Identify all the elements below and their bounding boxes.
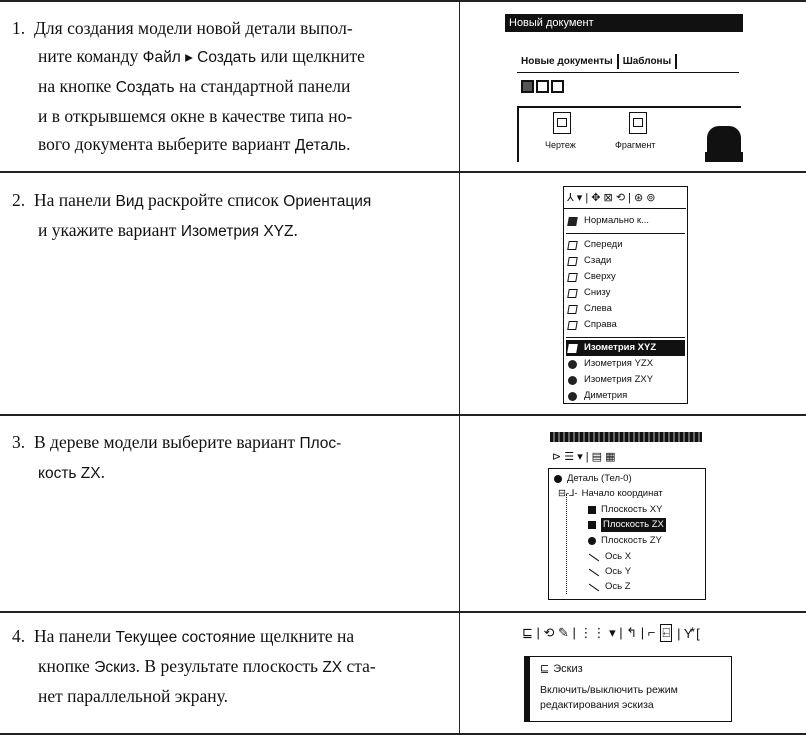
step-text: ните команду: [38, 46, 143, 66]
tooltip-line: редактирования эскиза: [540, 699, 654, 711]
table-rule-top: [0, 0, 806, 2]
toolbar-buttons[interactable]: | Y⃰ [: [677, 625, 700, 641]
menu-item-label: Справа: [584, 319, 617, 330]
step-text: На панели: [34, 626, 116, 646]
isometric-icon: [568, 360, 577, 369]
new-document-dialog: [505, 14, 743, 164]
menu-item-label: Нормально к...: [584, 215, 649, 226]
normal-to-icon: [567, 217, 578, 226]
plane-icon: [588, 521, 596, 529]
large-icons-icon[interactable]: [521, 80, 534, 93]
tree-connector: [566, 494, 568, 594]
step-text: .: [346, 134, 351, 154]
menu-item-label: Изометрия ZXY: [584, 374, 654, 385]
collapse-icon: ⊟-⅃-: [558, 488, 578, 499]
menu-item-front[interactable]: [568, 237, 684, 253]
step-number: 4.: [12, 626, 26, 646]
tree-node-origin[interactable]: [558, 487, 663, 501]
cube-icon: [567, 305, 578, 314]
command-name: Плос-: [299, 435, 342, 452]
step-text: и в открывшемся окне в качестве типа но-: [38, 106, 353, 126]
step-text: ста-: [342, 656, 376, 676]
step-text: . В результате плоскость: [135, 656, 323, 676]
plane-icon: [588, 506, 596, 514]
table-rule-3: [0, 611, 806, 613]
menu-item-label: Диметрия: [584, 390, 628, 401]
tree-node-plane-zx[interactable]: [588, 518, 666, 532]
toolbar-buttons[interactable]: ⊑ | ⟲ ✎ | ⋮⋮ ▾ | ↰ | ⌐: [522, 625, 656, 640]
step-text: вого документа выберите вариант: [38, 134, 295, 154]
step-text: кнопке: [38, 656, 95, 676]
command-name: Деталь: [294, 137, 347, 154]
cube-icon: [567, 241, 578, 250]
step-text: В дереве модели выберите вариант: [34, 432, 300, 452]
menu-item-left[interactable]: [568, 301, 684, 317]
orientation-dropdown: [563, 186, 688, 404]
step-4-text: [12, 622, 452, 710]
dialog-title: Новый документ: [505, 14, 743, 32]
command-name: кость ZX: [38, 465, 101, 482]
command-name: Текущее состояние: [115, 629, 256, 646]
part-icon: [554, 475, 562, 483]
step-text: щелкните на: [255, 626, 355, 646]
part-doc-icon[interactable]: [707, 126, 741, 152]
menu-item-isometric-zxy[interactable]: [568, 372, 684, 388]
isometric-icon: [568, 376, 577, 385]
cube-icon: [567, 289, 578, 298]
menu-item-bottom[interactable]: [568, 285, 684, 301]
tree-node-axis-z[interactable]: [588, 580, 631, 594]
doc-type-drawing[interactable]: Чертеж: [545, 140, 576, 150]
menu-item-label: Слева: [584, 303, 612, 314]
step-number: 2.: [12, 190, 26, 210]
step-text: нет параллельной экрану.: [38, 686, 229, 706]
menu-item-label: Спереди: [584, 239, 623, 250]
step-3-text: [12, 428, 452, 488]
tree-node-label: Ось X: [605, 551, 632, 562]
tree-node-part[interactable]: [554, 472, 632, 486]
menu-separator: [566, 337, 685, 338]
step-text: и укажите вариант: [38, 220, 181, 240]
drawing-doc-icon[interactable]: [553, 112, 571, 134]
model-tree-panel: [548, 432, 708, 602]
table-rule-1: [0, 171, 806, 173]
menu-item-isometric-xyz[interactable]: [566, 340, 685, 356]
table-rule-2: [0, 414, 806, 416]
tab-underline: [517, 72, 739, 73]
step-text: на кнопке: [38, 76, 116, 96]
tab-new-documents[interactable]: Новые документы: [517, 54, 619, 69]
step-text: Для создания модели новой детали выпол-: [34, 18, 353, 38]
menu-item-normal[interactable]: [568, 213, 684, 229]
menu-item-label: Снизу: [584, 287, 611, 298]
doc-type-fragment[interactable]: Фрагмент: [615, 140, 656, 150]
tree-panel-header: [550, 432, 702, 442]
tooltip-title: [540, 662, 583, 675]
dialog-tabs: [517, 54, 677, 69]
step-text: раскройте список: [143, 190, 284, 210]
menu-item-right[interactable]: [568, 317, 684, 333]
tree-node-axis-y[interactable]: [588, 565, 631, 579]
current-state-toolbar: [522, 622, 758, 644]
command-name: Файл ▸ Создать: [142, 49, 257, 66]
view-toolbar[interactable]: ⅄ ▾ | ✥ ⊠ ⟲ | ⊛ ⊚: [564, 187, 686, 209]
menu-separator: [566, 233, 685, 234]
command-name: Вид: [115, 193, 144, 210]
isometric-icon: [567, 344, 578, 353]
tooltip-description: [540, 683, 732, 713]
command-name: Ориентация: [283, 193, 372, 210]
sketch-icon: ⊑: [540, 663, 550, 675]
current-state-panel: [520, 622, 758, 724]
step-text: или щелкните: [256, 46, 365, 66]
tree-node-axis-x[interactable]: [588, 550, 631, 564]
tree-node-label: Деталь (Тел-0): [567, 473, 632, 484]
step-text: на стандартной панели: [174, 76, 351, 96]
command-name: Создать: [115, 79, 175, 96]
step-text: .: [100, 462, 105, 482]
tab-templates[interactable]: Шаблоны: [619, 54, 677, 69]
step-2-text: [12, 186, 452, 246]
step-number: 1.: [12, 18, 26, 38]
list-icon[interactable]: [536, 80, 549, 93]
menu-item-dimetric[interactable]: [568, 388, 684, 404]
step-text: На панели: [34, 190, 116, 210]
cube-icon: [567, 273, 578, 282]
sketch-tooltip: [524, 656, 732, 722]
fragment-doc-icon[interactable]: [629, 112, 647, 134]
step-number: 3.: [12, 432, 26, 452]
menu-item-label: Изометрия XYZ: [584, 342, 657, 353]
table-column-divider: [459, 0, 460, 735]
tooltip-title-text: Эскиз: [553, 662, 583, 675]
tree-node-plane-zy[interactable]: [588, 534, 662, 548]
menu-item-back[interactable]: [568, 253, 684, 269]
step-1-text: [12, 14, 452, 160]
axis-icon: [589, 568, 599, 576]
tree-node-label: Плоскость XY: [601, 504, 663, 515]
command-name: Эскиз: [94, 659, 136, 676]
step-text: .: [293, 220, 298, 240]
menu-item-isometric-yzx[interactable]: [568, 356, 684, 372]
tree-node-label: Ось Z: [605, 581, 631, 592]
sketch-button[interactable]: ⍇: [662, 625, 671, 640]
details-icon[interactable]: [551, 80, 564, 93]
menu-item-label: Сверху: [584, 271, 616, 282]
part-selected-label[interactable]: [705, 152, 743, 162]
tooltip-line: Включить/выключить режим: [540, 684, 678, 696]
plane-icon: [588, 537, 596, 545]
view-mode-bar: [521, 80, 564, 93]
dimetric-icon: [568, 392, 577, 401]
command-name: Изометрия XYZ: [180, 223, 294, 240]
menu-item-label: Сзади: [584, 255, 612, 266]
tree-node-label: Плоскость ZY: [601, 535, 662, 546]
tree-node-label: Начало координат: [581, 488, 663, 499]
tree-node-label: Ось Y: [605, 566, 632, 577]
cube-icon: [567, 321, 578, 330]
tree-node-label: Плоскость ZX: [603, 519, 664, 530]
axis-icon: [589, 553, 599, 561]
axis-icon: [589, 583, 599, 591]
command-name: ZX: [322, 659, 343, 676]
tree-node-plane-xy[interactable]: [588, 503, 662, 517]
cube-icon: [567, 257, 578, 266]
menu-item-top[interactable]: [568, 269, 684, 285]
menu-item-label: Изометрия YZX: [584, 358, 654, 369]
tree-toolbar[interactable]: ⊳ ☰ ▾ | ▤ ▦: [552, 451, 616, 463]
